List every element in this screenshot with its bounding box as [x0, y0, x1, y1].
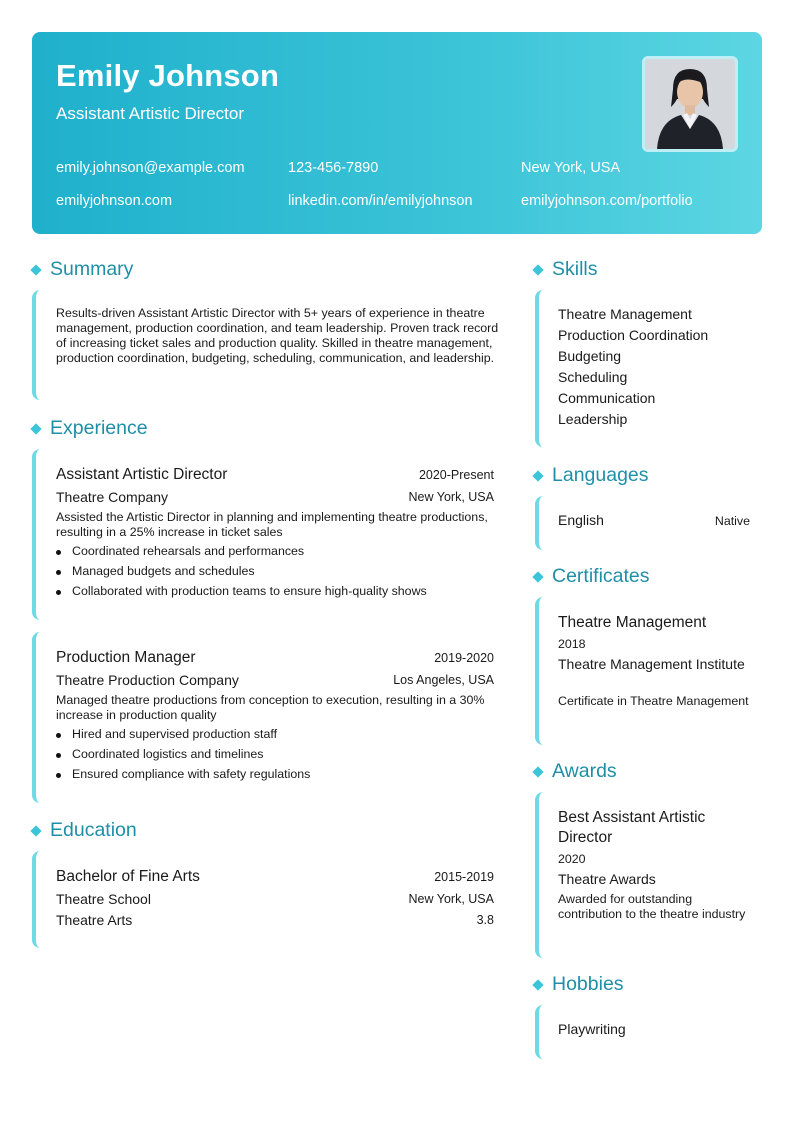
job-bullet: Coordinated rehearsals and performances: [56, 544, 304, 558]
summary-card: [32, 290, 502, 400]
website-link[interactable]: emilyjohnson.com: [56, 193, 173, 209]
hobby-item: Playwriting: [558, 1021, 626, 1037]
diamond-icon: [532, 470, 543, 481]
summary-heading: Summary: [31, 258, 133, 281]
job-company: Theatre Production Company: [56, 672, 239, 688]
job-description: Assisted the Artistic Director in planning and implementing theatre productions, resulting in a 25% increase in ticket sales: [56, 510, 488, 539]
avatar-icon: [645, 59, 735, 149]
bullet-icon: [56, 733, 61, 738]
job-title: Assistant Artistic Director: [56, 466, 228, 483]
gpa: 3.8: [476, 913, 494, 927]
location: New York, USA: [521, 160, 621, 176]
candidate-name: Emily Johnson: [56, 58, 280, 93]
degree: Bachelor of Fine Arts: [56, 868, 200, 885]
job-card: [32, 632, 502, 803]
phone-number: 123-456-7890: [288, 160, 379, 176]
job-bullet: Ensured compliance with safety regulations: [56, 767, 310, 781]
education-card: [32, 851, 502, 948]
hobbies-card: [535, 1005, 762, 1059]
award-card: [535, 792, 762, 958]
certificate-name: Theatre Management: [558, 614, 707, 631]
bullet-icon: [56, 753, 61, 758]
school-name: Theatre School: [56, 891, 151, 907]
job-title: Production Manager: [56, 649, 196, 666]
bullet-icon: [56, 590, 61, 595]
job-description: Managed theatre productions from conception to execution, resulting in a 30% increase in production quality: [56, 693, 485, 722]
job-location: New York, USA: [408, 490, 494, 504]
education-dates: 2015-2019: [434, 870, 494, 884]
certificate-year: 2018: [558, 637, 586, 651]
diamond-icon: [30, 825, 41, 836]
bullet-icon: [56, 570, 61, 575]
candidate-title: Assistant Artistic Director: [56, 104, 244, 123]
languages-card: [535, 496, 762, 550]
bullet-icon: [56, 550, 61, 555]
portfolio-link[interactable]: emilyjohnson.com/portfolio: [521, 193, 693, 209]
hobbies-heading: Hobbies: [533, 973, 624, 996]
skill-item: Communication: [558, 390, 656, 406]
job-dates: 2019-2020: [434, 651, 494, 665]
diamond-icon: [532, 766, 543, 777]
diamond-icon: [532, 264, 543, 275]
field-of-study: Theatre Arts: [56, 912, 133, 928]
skills-heading: Skills: [533, 258, 598, 281]
job-bullet: Coordinated logistics and timelines: [56, 747, 263, 761]
language-name: English: [558, 512, 604, 528]
job-bullet: Managed budgets and schedules: [56, 564, 255, 578]
diamond-icon: [532, 979, 543, 990]
job-company: Theatre Company: [56, 489, 169, 505]
certificates-heading: Certificates: [533, 565, 650, 588]
linkedin-link[interactable]: linkedin.com/in/emilyjohnson: [288, 193, 473, 209]
summary-text: Results-driven Assistant Artistic Director with 5+ years of experience in theatre management, production coordination, and team leadership. Proven track record of increasing ticket sales and production quality. Skilled in theatre management, production coordination, budgeting, scheduling, communication, and leadership.: [56, 306, 499, 365]
job-bullet: Hired and supervised production staff: [56, 727, 277, 741]
email-link[interactable]: emily.johnson@example.com: [56, 160, 245, 176]
job-card: [32, 449, 502, 620]
skill-item: Scheduling: [558, 369, 628, 385]
award-description: Awarded for outstanding contribution to the theatre industry: [558, 892, 746, 921]
skill-item: Budgeting: [558, 348, 622, 364]
education-heading: Education: [31, 819, 137, 842]
award-issuer: Theatre Awards: [558, 871, 656, 887]
skill-item: Theatre Management: [558, 306, 692, 322]
job-location: Los Angeles, USA: [393, 673, 494, 687]
awards-heading: Awards: [533, 760, 617, 783]
skill-item: Leadership: [558, 411, 628, 427]
profile-photo: [642, 56, 738, 152]
certificate-card: [535, 597, 762, 745]
language-level: Native: [714, 514, 750, 528]
award-year: 2020: [558, 852, 586, 866]
diamond-icon: [30, 423, 41, 434]
diamond-icon: [30, 264, 41, 275]
certificate-description: Certificate in Theatre Management: [558, 694, 749, 708]
school-location: New York, USA: [408, 892, 494, 906]
skills-card: [535, 290, 762, 447]
award-name: Best Assistant Artistic Director: [558, 809, 706, 846]
bullet-icon: [56, 773, 61, 778]
resume-header: [32, 32, 762, 234]
job-dates: 2020-Present: [418, 468, 494, 482]
languages-heading: Languages: [533, 464, 649, 487]
skill-item: Production Coordination: [558, 327, 709, 343]
certificate-issuer: Theatre Management Institute: [558, 656, 745, 672]
diamond-icon: [532, 571, 543, 582]
experience-heading: Experience: [31, 417, 148, 440]
job-bullet: Collaborated with production teams to ensure high-quality shows: [56, 584, 427, 598]
